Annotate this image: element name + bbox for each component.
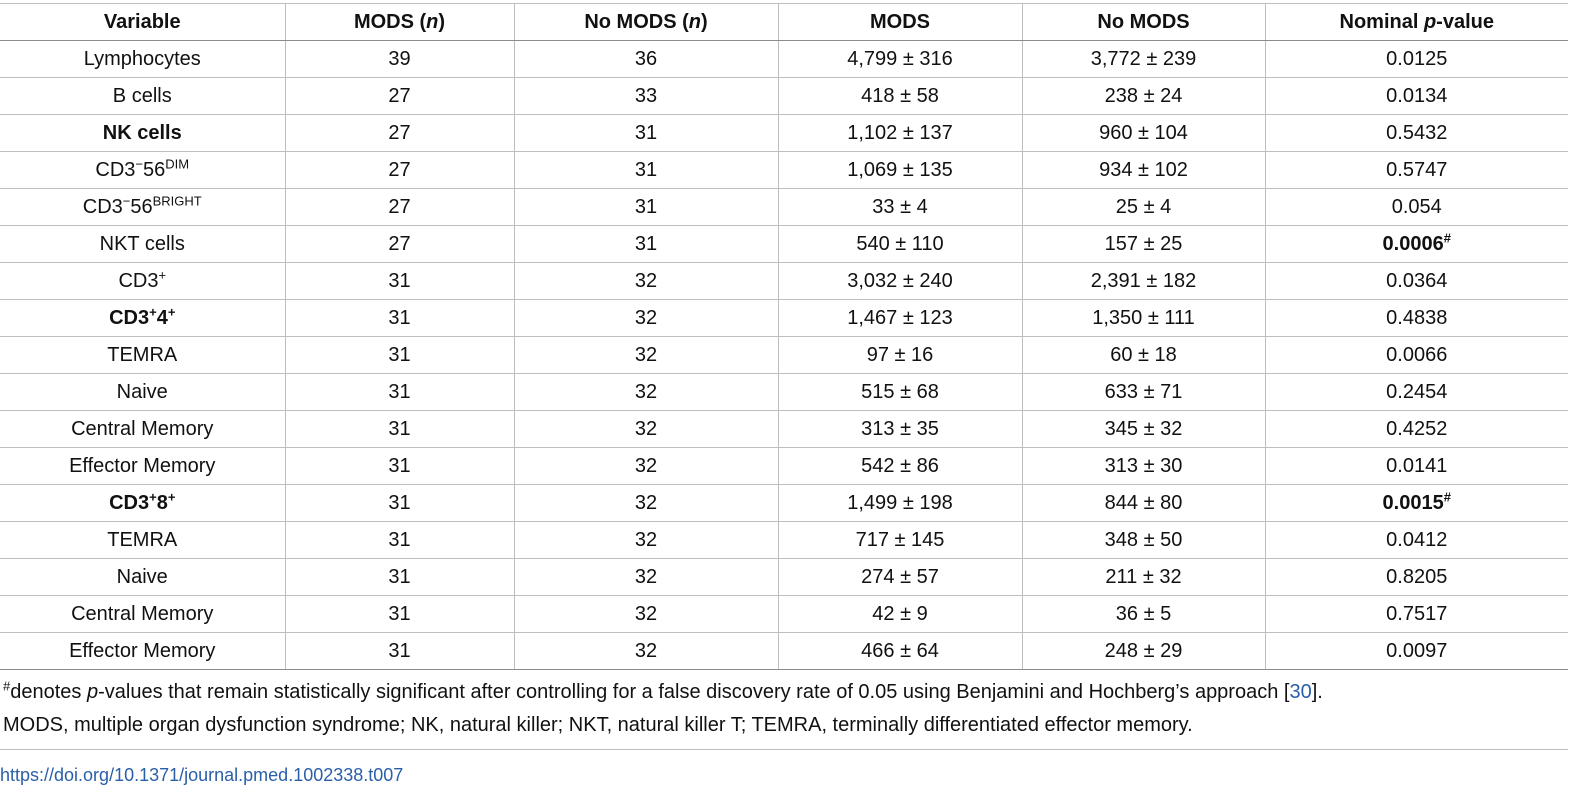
- footnote-mark: #: [3, 678, 11, 694]
- cell-nomods-n: 32: [514, 411, 778, 448]
- results-table-wrapper: [0, 3, 1568, 670]
- cell-nomods: 60 ± 18: [1022, 337, 1265, 374]
- table-footnote: [3, 676, 1563, 742]
- cell-variable: Central Memory: [0, 596, 285, 633]
- cell-nomods: 345 ± 32: [1022, 411, 1265, 448]
- results-table: [0, 3, 1568, 670]
- cell-pvalue: 0.0134: [1265, 78, 1568, 115]
- cell-mods-n: 27: [285, 189, 514, 226]
- table-row: [0, 226, 1568, 263]
- cell-nomods-n: 32: [514, 485, 778, 522]
- cell-variable: CD3+8+: [0, 485, 285, 522]
- doi-link[interactable]: https://doi.org/10.1371/journal.pmed.1002338.t007: [0, 765, 404, 785]
- cell-variable: Naive: [0, 559, 285, 596]
- footnote-line-1: #denotes p-values that remain statistically significant after controlling for a false discovery rate of 0.05 using Benjamini and Hochberg’s approach [30].: [3, 678, 1323, 703]
- cell-mods-n: 31: [285, 485, 514, 522]
- cell-nomods: 960 ± 104: [1022, 115, 1265, 152]
- cell-mods-n: 27: [285, 152, 514, 189]
- cell-nomods-n: 31: [514, 226, 778, 263]
- cell-nomods: 3,772 ± 239: [1022, 41, 1265, 78]
- divider: [0, 749, 1568, 750]
- cell-pvalue: 0.0412: [1265, 522, 1568, 559]
- cell-mods-n: 27: [285, 115, 514, 152]
- cell-pvalue: 0.0015#: [1265, 485, 1568, 522]
- cell-mods: 418 ± 58: [778, 78, 1022, 115]
- header-pvalue: Nominal p-value: [1265, 4, 1568, 41]
- cell-variable: NK cells: [0, 115, 285, 152]
- cell-variable: TEMRA: [0, 337, 285, 374]
- cell-mods-n: 31: [285, 596, 514, 633]
- cell-pvalue: 0.054: [1265, 189, 1568, 226]
- cell-mods-n: 27: [285, 78, 514, 115]
- cell-nomods: 633 ± 71: [1022, 374, 1265, 411]
- cell-nomods: 238 ± 24: [1022, 78, 1265, 115]
- cell-mods: 540 ± 110: [778, 226, 1022, 263]
- cell-pvalue: 0.7517: [1265, 596, 1568, 633]
- cell-nomods: 934 ± 102: [1022, 152, 1265, 189]
- cell-nomods: 36 ± 5: [1022, 596, 1265, 633]
- cell-variable: $CD3^-56^{DIM}$: [0, 152, 285, 189]
- cell-mods-n: 31: [285, 559, 514, 596]
- cell-nomods-n: 31: [514, 152, 778, 189]
- cell-variable: $CD3^-56^{BRIGHT}$: [0, 189, 285, 226]
- cell-pvalue: 0.0066: [1265, 337, 1568, 374]
- cell-nomods: 1,350 ± 111: [1022, 300, 1265, 337]
- cell-pvalue: 0.0006#: [1265, 226, 1568, 263]
- table-row: [0, 411, 1568, 448]
- cell-nomods: 211 ± 32: [1022, 559, 1265, 596]
- cell-pvalue: 0.5432: [1265, 115, 1568, 152]
- cell-nomods: 2,391 ± 182: [1022, 263, 1265, 300]
- cell-mods: 42 ± 9: [778, 596, 1022, 633]
- table-row: [0, 596, 1568, 633]
- cell-nomods-n: 31: [514, 115, 778, 152]
- cell-mods-n: 31: [285, 633, 514, 670]
- footnote-line-2: MODS, multiple organ dysfunction syndrome; NK, natural killer; NKT, natural killer T; TEMRA, terminally differentiated effector memory.: [3, 714, 1193, 736]
- header-nomods: No MODS: [1022, 4, 1265, 41]
- cell-mods-n: 31: [285, 300, 514, 337]
- cell-nomods: 313 ± 30: [1022, 448, 1265, 485]
- table-row: [0, 374, 1568, 411]
- cell-variable: B cells: [0, 78, 285, 115]
- cell-variable: CD3+: [0, 263, 285, 300]
- reference-link-30[interactable]: 30: [1289, 681, 1312, 703]
- cell-pvalue: 0.0097: [1265, 633, 1568, 670]
- cell-mods-n: 31: [285, 337, 514, 374]
- cell-mods: 313 ± 35: [778, 411, 1022, 448]
- header-mods-n: MODS (n): [285, 4, 514, 41]
- table-row: [0, 633, 1568, 670]
- cell-variable: Effector Memory: [0, 633, 285, 670]
- cell-mods: 515 ± 68: [778, 374, 1022, 411]
- table-row: [0, 152, 1568, 189]
- cell-mods: 717 ± 145: [778, 522, 1022, 559]
- table-row: [0, 337, 1568, 374]
- cell-mods-n: 31: [285, 522, 514, 559]
- cell-mods: 1,069 ± 135: [778, 152, 1022, 189]
- cell-mods: 97 ± 16: [778, 337, 1022, 374]
- table-row: [0, 485, 1568, 522]
- cell-mods-n: 39: [285, 41, 514, 78]
- cell-mods: 274 ± 57: [778, 559, 1022, 596]
- table-row: [0, 78, 1568, 115]
- cell-nomods-n: 32: [514, 522, 778, 559]
- cell-nomods: 248 ± 29: [1022, 633, 1265, 670]
- cell-nomods-n: 32: [514, 448, 778, 485]
- cell-nomods-n: 32: [514, 374, 778, 411]
- cell-mods-n: 31: [285, 374, 514, 411]
- cell-mods-n: 27: [285, 226, 514, 263]
- table-row: [0, 448, 1568, 485]
- cell-variable: Central Memory: [0, 411, 285, 448]
- cell-nomods: 844 ± 80: [1022, 485, 1265, 522]
- cell-mods: 33 ± 4: [778, 189, 1022, 226]
- cell-pvalue: 0.5747: [1265, 152, 1568, 189]
- cell-mods-n: 31: [285, 263, 514, 300]
- cell-mods-n: 31: [285, 448, 514, 485]
- cell-pvalue: 0.8205: [1265, 559, 1568, 596]
- cell-nomods-n: 32: [514, 596, 778, 633]
- cell-variable: CD3+4+: [0, 300, 285, 337]
- cell-variable: NKT cells: [0, 226, 285, 263]
- cell-nomods: 25 ± 4: [1022, 189, 1265, 226]
- cell-nomods-n: 36: [514, 41, 778, 78]
- cell-nomods: 157 ± 25: [1022, 226, 1265, 263]
- cell-nomods-n: 32: [514, 559, 778, 596]
- cell-variable: Effector Memory: [0, 448, 285, 485]
- table-row: [0, 559, 1568, 596]
- cell-nomods-n: 31: [514, 189, 778, 226]
- cell-nomods: 348 ± 50: [1022, 522, 1265, 559]
- cell-mods: 1,467 ± 123: [778, 300, 1022, 337]
- cell-mods: 3,032 ± 240: [778, 263, 1022, 300]
- table-row: [0, 522, 1568, 559]
- header-nomods-n: No MODS (n): [514, 4, 778, 41]
- table-row: [0, 41, 1568, 78]
- cell-mods-n: 31: [285, 411, 514, 448]
- cell-variable: TEMRA: [0, 522, 285, 559]
- table-row: [0, 300, 1568, 337]
- cell-pvalue: 0.0141: [1265, 448, 1568, 485]
- cell-pvalue: 0.4252: [1265, 411, 1568, 448]
- cell-variable: Lymphocytes: [0, 41, 285, 78]
- cell-nomods-n: 32: [514, 300, 778, 337]
- cell-nomods-n: 32: [514, 263, 778, 300]
- cell-mods: 1,102 ± 137: [778, 115, 1022, 152]
- cell-pvalue: 0.0125: [1265, 41, 1568, 78]
- cell-mods: 466 ± 64: [778, 633, 1022, 670]
- cell-mods: 1,499 ± 198: [778, 485, 1022, 522]
- cell-nomods-n: 32: [514, 337, 778, 374]
- cell-variable: Naive: [0, 374, 285, 411]
- table-row: [0, 115, 1568, 152]
- table-body: [0, 41, 1568, 670]
- table-row: [0, 263, 1568, 300]
- cell-mods: 542 ± 86: [778, 448, 1022, 485]
- header-variable: Variable: [0, 4, 285, 41]
- cell-mods: 4,799 ± 316: [778, 41, 1022, 78]
- cell-pvalue: 0.4838: [1265, 300, 1568, 337]
- header-mods: MODS: [778, 4, 1022, 41]
- cell-pvalue: 0.0364: [1265, 263, 1568, 300]
- header-row: [0, 4, 1568, 41]
- table-row: [0, 189, 1568, 226]
- cell-nomods-n: 33: [514, 78, 778, 115]
- cell-pvalue: 0.2454: [1265, 374, 1568, 411]
- cell-nomods-n: 32: [514, 633, 778, 670]
